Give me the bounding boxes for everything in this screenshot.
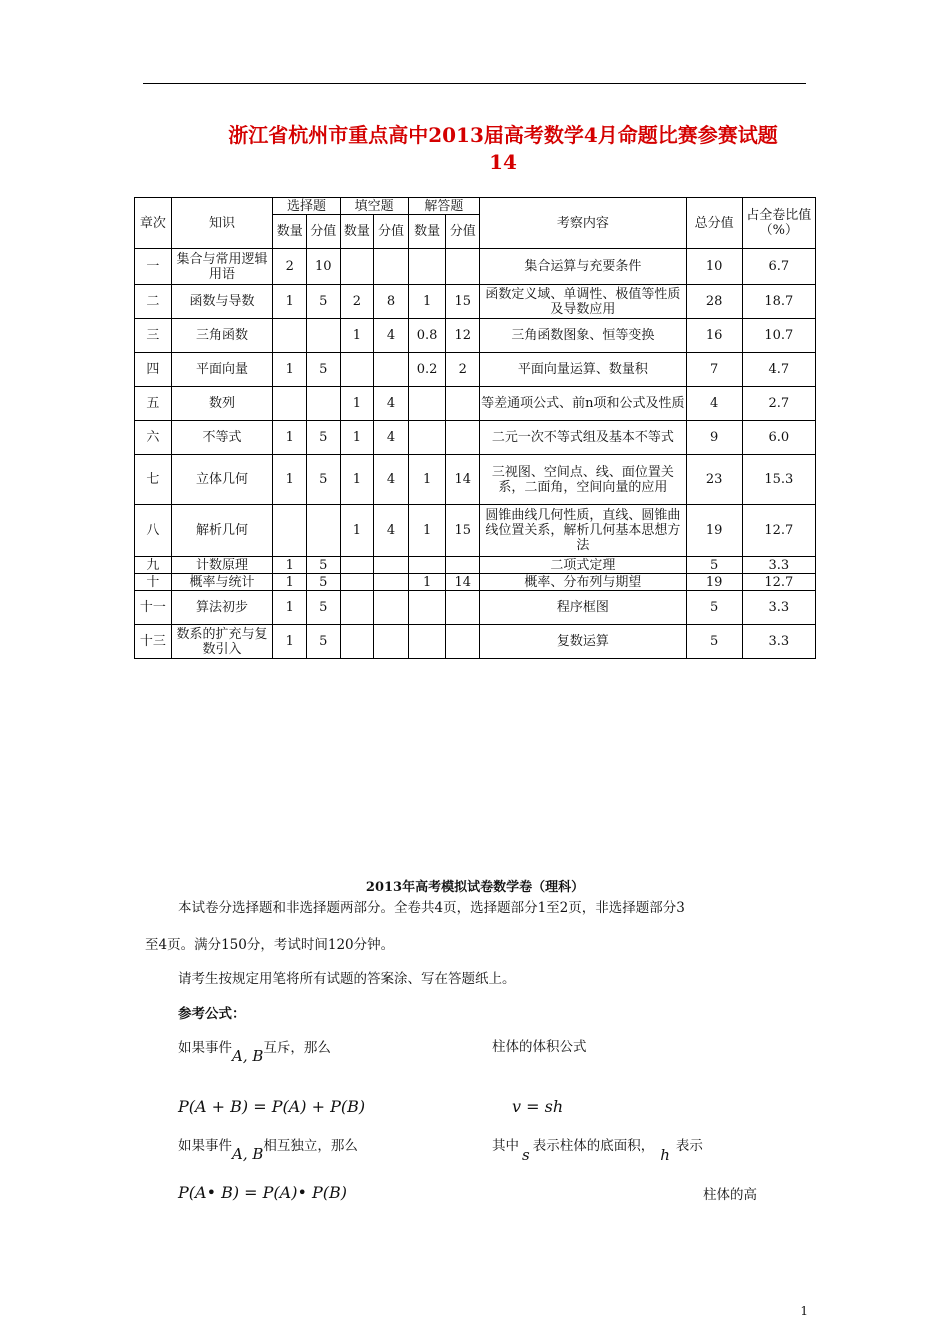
fill-score-cell (374, 574, 409, 591)
table-row (135, 387, 816, 421)
chapter-cell: 一 (135, 249, 172, 285)
choice-count-cell: 1 (273, 574, 307, 591)
choice-score-cell: 5 (307, 625, 341, 659)
fill-score-cell: 8 (374, 285, 409, 319)
answer-score-cell (446, 557, 480, 574)
answer-count-cell (408, 249, 446, 285)
knowledge-cell: 解析几何 (171, 505, 273, 557)
answer-score-cell (446, 387, 480, 421)
choice-count-cell (273, 319, 307, 353)
fill-score-cell: 4 (374, 505, 409, 557)
choice-score-cell: 5 (307, 421, 341, 455)
formula-2-expression: P(A• B) = P(A)• P(B) (178, 1183, 347, 1202)
volume-formula-label: 柱体的体积公式 (492, 1039, 587, 1055)
answer-count-cell: 0.2 (408, 353, 446, 387)
knowledge-cell: 函数与导数 (171, 285, 273, 319)
choice-score-cell: 5 (307, 574, 341, 591)
fill-score-cell (374, 557, 409, 574)
ratio-cell: 18.7 (742, 285, 815, 319)
chapter-cell: 十 (135, 574, 172, 591)
choice-score-cell: 5 (307, 285, 341, 319)
fill-score-cell (374, 591, 409, 625)
fill-score-cell: 4 (374, 421, 409, 455)
table-row (135, 421, 816, 455)
answer-score-cell (446, 249, 480, 285)
choice-count-cell: 1 (273, 625, 307, 659)
fill-count-cell (340, 353, 374, 387)
ratio-cell: 15.3 (742, 455, 815, 505)
chapter-cell: 二 (135, 285, 172, 319)
instruction-text: 请考生按规定用笔将所有试题的答案涂、写在答题纸上。 (178, 971, 516, 987)
chapter-cell: 九 (135, 557, 172, 574)
volume-formula-explanation (492, 1135, 703, 1164)
total-cell: 19 (686, 505, 742, 557)
header-fill-score: 分值 (374, 215, 409, 249)
formula-1-text-b: 互斥，那么 (263, 1040, 331, 1056)
fill-count-cell (340, 625, 374, 659)
total-cell: 16 (686, 319, 742, 353)
fill-score-cell (374, 625, 409, 659)
intro-line-2: 至4页。满分150分，考试时间120分钟。 (145, 937, 395, 953)
answer-count-cell: 1 (408, 285, 446, 319)
total-cell: 4 (686, 387, 742, 421)
chapter-cell: 七 (135, 455, 172, 505)
header-answer-score: 分值 (446, 215, 480, 249)
knowledge-cell: 算法初步 (171, 591, 273, 625)
ratio-cell: 3.3 (742, 591, 815, 625)
header-answer-count: 数量 (408, 215, 446, 249)
page-number: 1 (800, 1304, 808, 1318)
fill-count-cell: 1 (340, 319, 374, 353)
answer-score-cell: 14 (446, 455, 480, 505)
total-cell: 5 (686, 557, 742, 574)
answer-count-cell: 1 (408, 455, 446, 505)
answer-count-cell: 0.8 (408, 319, 446, 353)
ratio-cell: 6.7 (742, 249, 815, 285)
knowledge-cell: 平面向量 (171, 353, 273, 387)
formula-2-text-b: 相互独立，那么 (263, 1138, 358, 1154)
header-fill-count: 数量 (340, 215, 374, 249)
explanation-text-b: 表示柱体的底面积， (532, 1138, 655, 1154)
answer-score-cell (446, 591, 480, 625)
content-cell: 概率、分布列与期望 (480, 574, 687, 591)
content-cell: 二项式定理 (480, 557, 687, 574)
table-row (135, 319, 816, 353)
choice-score-cell: 5 (307, 591, 341, 625)
content-cell: 三角函数图象、恒等变换 (480, 319, 687, 353)
choice-count-cell: 1 (273, 421, 307, 455)
explanation-text-a: 其中 (492, 1138, 519, 1154)
fill-score-cell: 4 (374, 455, 409, 505)
content-cell: 集合运算与充要条件 (480, 249, 687, 285)
choice-score-cell (307, 505, 341, 557)
table-row (135, 557, 816, 574)
chapter-cell: 八 (135, 505, 172, 557)
choice-count-cell: 1 (273, 591, 307, 625)
table-row (135, 455, 816, 505)
total-cell: 10 (686, 249, 742, 285)
table-row (135, 249, 816, 285)
fill-score-cell (374, 249, 409, 285)
answer-score-cell: 12 (446, 319, 480, 353)
content-cell: 圆锥曲线几何性质，直线、圆锥曲线位置关系，解析几何基本思想方法 (480, 505, 687, 557)
table-row (135, 285, 816, 319)
choice-score-cell: 10 (307, 249, 341, 285)
volume-formula: v = sh (512, 1097, 564, 1116)
choice-count-cell: 1 (273, 353, 307, 387)
choice-count-cell: 2 (273, 249, 307, 285)
knowledge-cell: 数列 (171, 387, 273, 421)
header-answer: 解答题 (408, 198, 479, 215)
formula-1-vars: A, B (232, 1047, 264, 1065)
chapter-cell: 四 (135, 353, 172, 387)
content-cell: 等差通项公式、前n项和公式及性质 (480, 387, 687, 421)
fill-count-cell: 1 (340, 387, 374, 421)
choice-score-cell (307, 387, 341, 421)
choice-score-cell: 5 (307, 557, 341, 574)
fill-count-cell (340, 591, 374, 625)
ratio-cell: 3.3 (742, 557, 815, 574)
choice-count-cell: 1 (273, 285, 307, 319)
chapter-cell: 三 (135, 319, 172, 353)
header-rule (143, 83, 806, 84)
fill-count-cell (340, 557, 374, 574)
answer-score-cell: 14 (446, 574, 480, 591)
knowledge-cell: 数系的扩充与复数引入 (171, 625, 273, 659)
answer-count-cell (408, 591, 446, 625)
table-row (135, 574, 816, 591)
total-cell: 19 (686, 574, 742, 591)
answer-score-cell: 2 (446, 353, 480, 387)
formula-2-condition (178, 1135, 358, 1163)
choice-score-cell: 5 (307, 455, 341, 505)
chapter-cell: 五 (135, 387, 172, 421)
header-content: 考察内容 (480, 198, 687, 249)
formula-1-expression: P(A + B) = P(A) + P(B) (178, 1097, 366, 1116)
formula-heading: 参考公式： (178, 1006, 246, 1022)
total-cell: 5 (686, 625, 742, 659)
header-total: 总分值 (686, 198, 742, 249)
choice-score-cell (307, 319, 341, 353)
ratio-cell: 4.7 (742, 353, 815, 387)
header-choice-count: 数量 (273, 215, 307, 249)
knowledge-cell: 不等式 (171, 421, 273, 455)
chapter-cell: 六 (135, 421, 172, 455)
choice-count-cell: 1 (273, 455, 307, 505)
choice-count-cell (273, 387, 307, 421)
ratio-cell: 6.0 (742, 421, 815, 455)
content-cell: 三视图、空间点、线、面位置关系，二面角，空间向量的应用 (480, 455, 687, 505)
formula-2-vars: A, B (232, 1145, 264, 1163)
formula-1-text-a: 如果事件 (178, 1040, 232, 1056)
total-cell: 23 (686, 455, 742, 505)
knowledge-cell: 计数原理 (171, 557, 273, 574)
ratio-cell: 2.7 (742, 387, 815, 421)
document-title (150, 122, 856, 176)
chapter-cell: 十三 (135, 625, 172, 659)
fill-score-cell (374, 353, 409, 387)
content-cell: 函数定义域、单调性、极值等性质及导数应用 (480, 285, 687, 319)
answer-count-cell: 1 (408, 505, 446, 557)
answer-score-cell (446, 421, 480, 455)
var-s: s (522, 1146, 530, 1164)
header-chapter: 章次 (135, 198, 172, 249)
fill-count-cell: 1 (340, 505, 374, 557)
content-cell: 复数运算 (480, 625, 687, 659)
title-line-2: 14 (489, 150, 517, 174)
fill-count-cell: 1 (340, 421, 374, 455)
ratio-cell: 10.7 (742, 319, 815, 353)
answer-count-cell: 1 (408, 574, 446, 591)
fill-count-cell (340, 574, 374, 591)
syllabus-table (134, 197, 816, 659)
answer-score-cell (446, 625, 480, 659)
total-cell: 9 (686, 421, 742, 455)
answer-score-cell: 15 (446, 505, 480, 557)
table-row (135, 353, 816, 387)
answer-count-cell (408, 387, 446, 421)
header-knowledge: 知识 (171, 198, 273, 249)
table-row (135, 505, 816, 557)
header-choice: 选择题 (273, 198, 340, 215)
var-h: h (660, 1146, 670, 1164)
exam-subtitle: 2013年高考模拟试卷数学卷（理科） (365, 880, 585, 895)
content-cell: 程序框图 (480, 591, 687, 625)
knowledge-cell: 立体几何 (171, 455, 273, 505)
answer-score-cell: 15 (446, 285, 480, 319)
fill-score-cell: 4 (374, 319, 409, 353)
answer-count-cell (408, 421, 446, 455)
fill-count-cell (340, 249, 374, 285)
choice-score-cell: 5 (307, 353, 341, 387)
chapter-cell: 十一 (135, 591, 172, 625)
knowledge-cell: 集合与常用逻辑用语 (171, 249, 273, 285)
ratio-cell: 12.7 (742, 574, 815, 591)
table-row (135, 591, 816, 625)
knowledge-cell: 三角函数 (171, 319, 273, 353)
total-cell: 28 (686, 285, 742, 319)
volume-formula-continuation: 柱体的高 (703, 1187, 757, 1203)
header-choice-score: 分值 (307, 215, 341, 249)
ratio-cell: 3.3 (742, 625, 815, 659)
answer-count-cell (408, 557, 446, 574)
header-ratio: 占全卷比值（%） (742, 198, 815, 249)
content-cell: 平面向量运算、数量积 (480, 353, 687, 387)
ratio-cell: 12.7 (742, 505, 815, 557)
table-row (135, 625, 816, 659)
choice-count-cell (273, 505, 307, 557)
knowledge-cell: 概率与统计 (171, 574, 273, 591)
fill-score-cell: 4 (374, 387, 409, 421)
fill-count-cell: 2 (340, 285, 374, 319)
total-cell: 7 (686, 353, 742, 387)
formula-1-condition (178, 1037, 331, 1065)
fill-count-cell: 1 (340, 455, 374, 505)
total-cell: 5 (686, 591, 742, 625)
intro-line-1: 本试卷分选择题和非选择题两部分。全卷共4页，选择题部分1至2页，非选择题部分3 (178, 900, 685, 916)
choice-count-cell: 1 (273, 557, 307, 574)
answer-count-cell (408, 625, 446, 659)
content-cell: 二元一次不等式组及基本不等式 (480, 421, 687, 455)
explanation-text-c: 表示 (675, 1138, 703, 1154)
header-fill: 填空题 (340, 198, 408, 215)
title-line-1: 浙江省杭州市重点高中2013届高考数学4月命题比赛参赛试题 (228, 123, 778, 147)
formula-2-text-a: 如果事件 (178, 1138, 232, 1154)
